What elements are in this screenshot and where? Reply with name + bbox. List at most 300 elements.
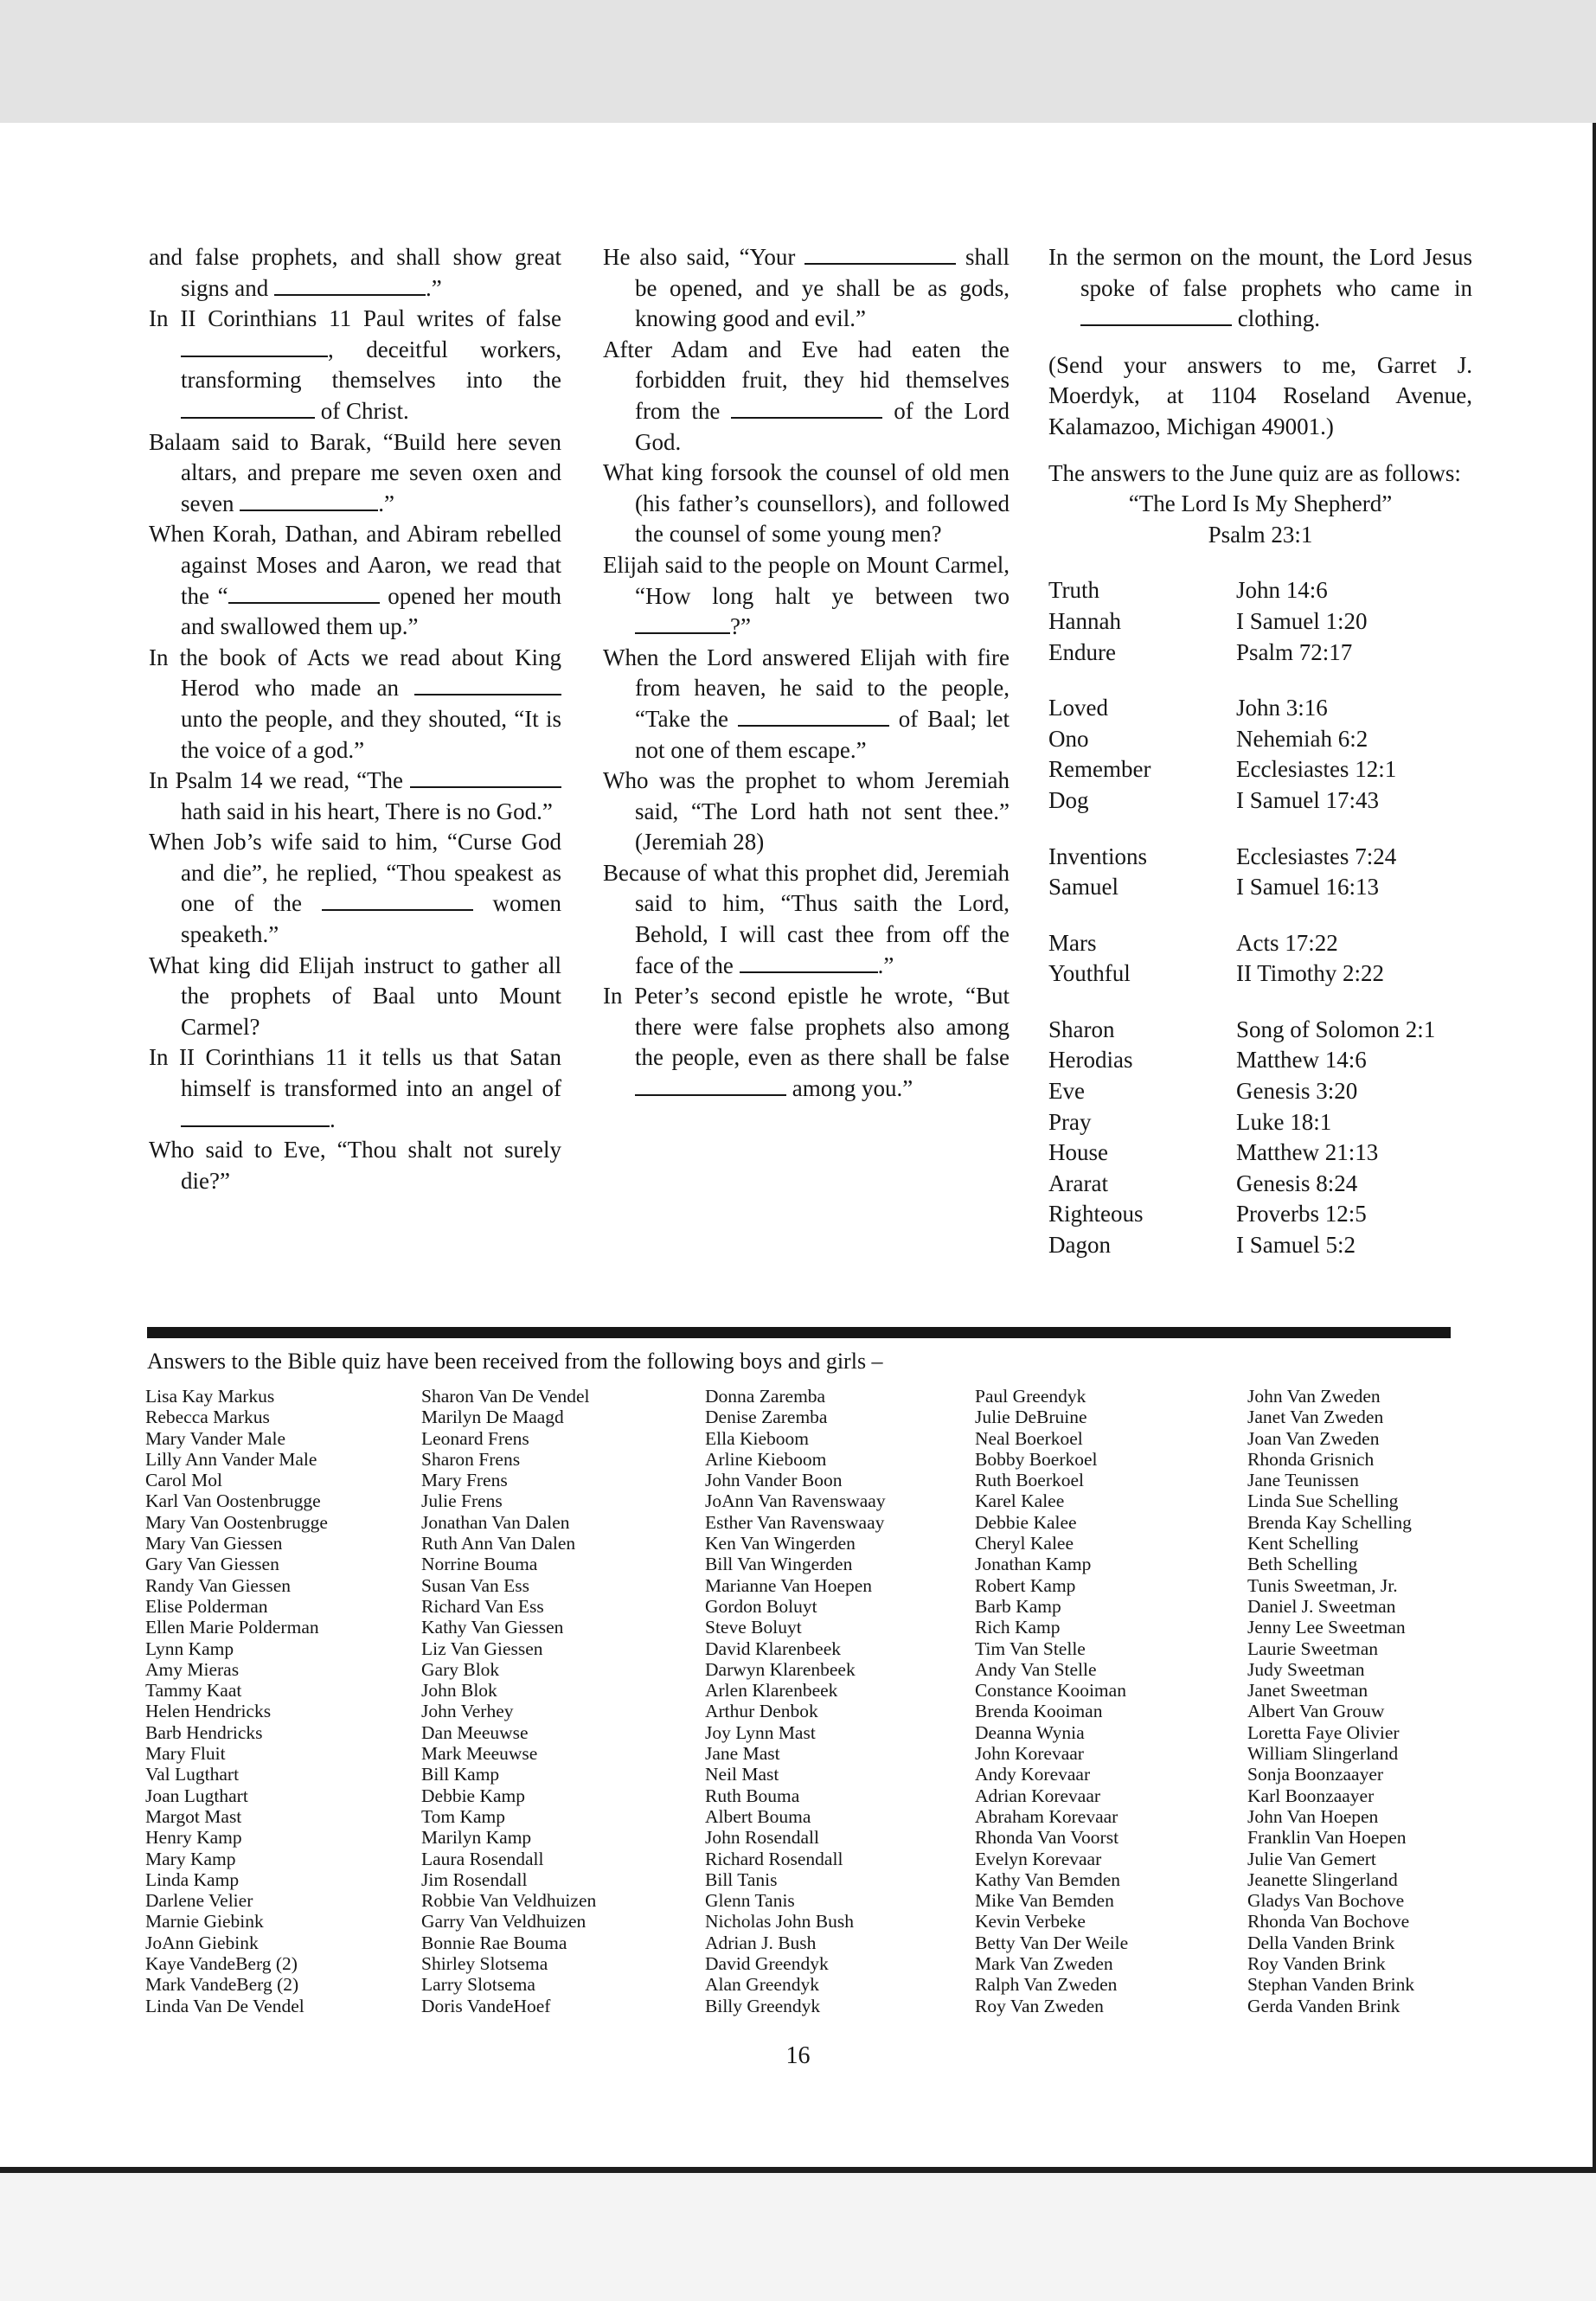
quiz-question bbox=[603, 458, 1010, 550]
respondent-name: Gordon Boluyt bbox=[705, 1595, 817, 1617]
respondent-name: Judy Sweetman bbox=[1247, 1658, 1365, 1680]
respondent-name: Janet Sweetman bbox=[1247, 1680, 1368, 1702]
answer-blank bbox=[322, 892, 473, 911]
respondent-name: John Vander Boon bbox=[705, 1470, 843, 1491]
quiz-column-3 bbox=[1048, 242, 1472, 1261]
respondent-name: Donna Zaremba bbox=[705, 1386, 826, 1407]
answer-row bbox=[1048, 928, 1472, 959]
question-text: shall be opened, and ye shall be as gods, knowing good and evil.” bbox=[635, 244, 1010, 332]
answer-word: Righteous bbox=[1048, 1201, 1144, 1227]
answer-table bbox=[1048, 575, 1472, 1260]
respondent-name: Barb Hendricks bbox=[145, 1721, 263, 1743]
names-column-2 bbox=[421, 1386, 596, 2016]
respondent-name: Karl Van Oostenbrugge bbox=[145, 1490, 321, 1512]
answer-blank bbox=[181, 1108, 330, 1127]
answer-word: Ono bbox=[1048, 725, 1089, 752]
names-column-4 bbox=[975, 1386, 1128, 2016]
answer-row bbox=[1048, 1045, 1472, 1076]
respondent-name: Shirley Slotsema bbox=[421, 1953, 548, 1975]
respondent-name: Sharon Van De Vendel bbox=[421, 1386, 590, 1407]
respondent-name: Elise Polderman bbox=[145, 1595, 268, 1617]
answer-word: Pray bbox=[1048, 1108, 1092, 1135]
respondent-name: Richard Van Ess bbox=[421, 1595, 544, 1617]
respondent-name: Laura Rosendall bbox=[421, 1848, 544, 1869]
respondent-name: Jenny Lee Sweetman bbox=[1247, 1617, 1406, 1638]
respondent-name: Julie Van Gemert bbox=[1247, 1848, 1376, 1869]
respondent-name: Neal Boerkoel bbox=[975, 1427, 1083, 1449]
respondent-name: Marilyn Kamp bbox=[421, 1827, 532, 1849]
quiz-question bbox=[603, 550, 1010, 643]
respondent-name: Ken Van Wingerden bbox=[705, 1533, 856, 1554]
respondent-name: David Greendyk bbox=[705, 1953, 829, 1975]
respondent-name: Tim Van Stelle bbox=[975, 1638, 1086, 1659]
question-text: Balaam said to Barak, “Build here seven altars, and prepare me seven oxen and seven bbox=[149, 428, 561, 516]
send-address: (Send your answers to me, Garret J. Moerdyk, at 1104 Roseland Avenue, Kalamazoo, Michigan 49001.) bbox=[1048, 351, 1472, 439]
respondent-name: Linda Sue Schelling bbox=[1247, 1490, 1399, 1512]
respondent-name: Amy Mieras bbox=[145, 1658, 240, 1680]
respondent-name: Sonja Boonzaayer bbox=[1247, 1764, 1384, 1785]
answer-row bbox=[1048, 693, 1472, 724]
question-text: In the book of Acts we read about King Herod who made an bbox=[149, 644, 561, 702]
respondent-name: John Van Zweden bbox=[1247, 1386, 1381, 1407]
respondent-name: Richard Rosendall bbox=[705, 1848, 843, 1869]
respondent-name: Bill Kamp bbox=[421, 1764, 500, 1785]
respondent-name: Rhonda Van Voorst bbox=[975, 1827, 1119, 1849]
respondent-name: Margot Mast bbox=[145, 1805, 242, 1827]
answers-intro: The answers to the June quiz are as follows: bbox=[1048, 459, 1461, 486]
respondent-name: Mary Van Giessen bbox=[145, 1533, 283, 1554]
quiz-question bbox=[603, 981, 1010, 1104]
respondent-name: Bill Van Wingerden bbox=[705, 1554, 853, 1575]
respondent-name: Albert Bouma bbox=[705, 1805, 811, 1827]
page-number: 16 bbox=[785, 2042, 811, 2069]
answer-word: House bbox=[1048, 1139, 1108, 1166]
respondent-name: Andy Van Stelle bbox=[975, 1658, 1097, 1680]
question-text: When Korah, Dathan, and Abiram rebelled against Moses and Aaron, we read that the “ bbox=[149, 521, 561, 609]
respondent-name: Alan Greendyk bbox=[705, 1974, 819, 1996]
question-text: Who said to Eve, “Thou shalt not surely die?” bbox=[149, 1137, 561, 1194]
respondent-name: John Rosendall bbox=[705, 1827, 819, 1849]
respondent-name: Andy Korevaar bbox=[975, 1764, 1091, 1785]
respondent-name: Ellen Marie Polderman bbox=[145, 1617, 319, 1638]
answer-scripture-reference: Matthew 21:13 bbox=[1236, 1139, 1379, 1166]
respondent-name: Norrine Bouma bbox=[421, 1554, 538, 1575]
answer-scripture-reference: John 3:16 bbox=[1236, 695, 1328, 721]
answer-word: Inventions bbox=[1048, 843, 1147, 869]
question-text: What king did Elijah instruct to gather all the prophets of Baal unto Mount Carmel? bbox=[149, 952, 561, 1040]
respondent-name: Evelyn Korevaar bbox=[975, 1848, 1102, 1869]
respondent-name: Tunis Sweetman, Jr. bbox=[1247, 1574, 1398, 1596]
names-column-3 bbox=[705, 1386, 886, 2016]
respondent-name: Roy Vanden Brink bbox=[1247, 1953, 1386, 1975]
respondent-name: Debbie Kalee bbox=[975, 1511, 1077, 1533]
scan-bottom-margin bbox=[0, 2173, 1596, 2301]
answer-row bbox=[1048, 1199, 1472, 1230]
answer-blank bbox=[181, 338, 328, 357]
respondent-name: Jane Mast bbox=[705, 1743, 780, 1765]
question-text: After Adam and Eve had eaten the forbidden fruit, they hid themselves from the bbox=[603, 336, 1010, 424]
answer-blank bbox=[274, 277, 426, 296]
respondent-name: Laurie Sweetman bbox=[1247, 1638, 1379, 1659]
respondent-name: Bill Tanis bbox=[705, 1868, 778, 1890]
answer-row bbox=[1048, 724, 1472, 755]
answer-scripture-reference: I Samuel 16:13 bbox=[1236, 874, 1379, 901]
question-text: .” bbox=[426, 274, 442, 301]
answer-blank bbox=[635, 615, 730, 634]
respondent-name: Julie Frens bbox=[421, 1490, 503, 1512]
question-text: ?” bbox=[730, 613, 751, 640]
respondent-name: Adrian Korevaar bbox=[975, 1785, 1101, 1806]
respondent-name: Linda Van De Vendel bbox=[145, 1995, 304, 2016]
answer-group-gap bbox=[1048, 990, 1472, 1015]
respondent-name: Carol Mol bbox=[145, 1470, 222, 1491]
answer-word: Loved bbox=[1048, 695, 1108, 721]
quiz-question bbox=[149, 304, 561, 426]
question-text: hath said in his heart, There is no God.” bbox=[181, 798, 553, 824]
answer-blank bbox=[228, 585, 380, 604]
answer-row bbox=[1048, 638, 1472, 669]
answer-scripture-reference: I Samuel 5:2 bbox=[1236, 1232, 1356, 1259]
answer-scripture-reference: I Samuel 17:43 bbox=[1236, 786, 1379, 813]
respondent-name: Karl Boonzaayer bbox=[1247, 1785, 1375, 1806]
respondent-name: Mary Frens bbox=[421, 1470, 508, 1491]
question-text: He also said, “Your bbox=[603, 244, 805, 270]
scan-bottom-edge bbox=[0, 2167, 1596, 2173]
answer-group-gap bbox=[1048, 668, 1472, 693]
answer-scripture-reference: Ecclesiastes 7:24 bbox=[1236, 843, 1397, 869]
answer-blank bbox=[240, 492, 378, 511]
respondent-name: Mark Meeuwse bbox=[421, 1743, 538, 1765]
respondent-name: Lilly Ann Vander Male bbox=[145, 1448, 317, 1470]
respondent-name: Kathy Van Giessen bbox=[421, 1617, 564, 1638]
scan-right-edge bbox=[1593, 123, 1596, 2173]
respondent-name: Kent Schelling bbox=[1247, 1533, 1359, 1554]
answer-row bbox=[1048, 842, 1472, 873]
respondent-name: Constance Kooiman bbox=[975, 1680, 1126, 1702]
answer-row bbox=[1048, 958, 1472, 990]
respondent-name: Tom Kamp bbox=[421, 1805, 506, 1827]
quiz-question bbox=[149, 766, 561, 827]
answer-scripture-reference: Song of Solomon 2:1 bbox=[1236, 1016, 1436, 1042]
respondent-name: Billy Greendyk bbox=[705, 1995, 821, 2016]
answer-group-gap bbox=[1048, 903, 1472, 928]
respondent-name: Ruth Ann Van Dalen bbox=[421, 1533, 576, 1554]
answer-blank bbox=[414, 676, 561, 695]
question-text: Because of what this prophet did, Jeremiah said to him, “Thus saith the Lord, Behold, I will cast thee from off the face of the bbox=[603, 859, 1010, 978]
respondent-name: Rebecca Markus bbox=[145, 1407, 270, 1428]
question-text: among you.” bbox=[786, 1075, 913, 1102]
respondent-name: Loretta Faye Olivier bbox=[1247, 1721, 1400, 1743]
respondent-name: Ella Kieboom bbox=[705, 1427, 810, 1449]
question-text: .” bbox=[378, 490, 394, 516]
answer-scripture-reference: John 14:6 bbox=[1236, 577, 1328, 604]
quiz-question bbox=[149, 1042, 561, 1135]
respondent-name: Gerda Vanden Brink bbox=[1247, 1995, 1401, 2016]
respondent-name: Sharon Frens bbox=[421, 1448, 521, 1470]
scan-top-margin bbox=[0, 0, 1596, 123]
respondent-name: Mary Van Oostenbrugge bbox=[145, 1511, 328, 1533]
answer-row bbox=[1048, 606, 1472, 638]
question-text: In II Corinthians 11 Paul writes of false bbox=[149, 305, 561, 332]
respondent-name: Arthur Denbok bbox=[705, 1701, 818, 1722]
answer-scripture-reference: Matthew 14:6 bbox=[1236, 1047, 1367, 1074]
respondent-name: Joan Lugthart bbox=[145, 1785, 248, 1806]
respondent-name: Brenda Kay Schelling bbox=[1247, 1511, 1412, 1533]
respondent-name: Mary Vander Male bbox=[145, 1427, 285, 1449]
respondent-name: Barb Kamp bbox=[975, 1595, 1061, 1617]
respondent-name: Julie DeBruine bbox=[975, 1407, 1087, 1428]
question-text: clothing. bbox=[1232, 305, 1320, 332]
respondent-name: Joan Van Zweden bbox=[1247, 1427, 1380, 1449]
respondent-name: Jane Teunissen bbox=[1247, 1470, 1359, 1491]
answer-row bbox=[1048, 1230, 1472, 1261]
answer-scripture-reference: Psalm 72:17 bbox=[1236, 638, 1353, 665]
answer-row bbox=[1048, 1169, 1472, 1200]
answer-scripture-reference: Genesis 3:20 bbox=[1236, 1078, 1358, 1105]
respondent-name: Albert Van Grouw bbox=[1247, 1701, 1385, 1722]
respondent-name: Abraham Korevaar bbox=[975, 1805, 1118, 1827]
respondent-name: JoAnn Van Ravenswaay bbox=[705, 1490, 886, 1512]
question-text: unto the people, and they shouted, “It is the voice of a god.” bbox=[181, 705, 561, 763]
respondent-name: Darwyn Klarenbeek bbox=[705, 1658, 856, 1680]
respondent-name: Esther Van Ravenswaay bbox=[705, 1511, 885, 1533]
respondent-name: Arline Kieboom bbox=[705, 1448, 827, 1470]
answer-scripture-reference: I Samuel 1:20 bbox=[1236, 607, 1368, 634]
respondent-name: Debbie Kamp bbox=[421, 1785, 526, 1806]
quiz-column-1 bbox=[149, 242, 561, 1196]
answer-word: Hannah bbox=[1048, 607, 1121, 634]
respondent-name: Mark Van Zweden bbox=[975, 1953, 1113, 1975]
quiz-question bbox=[603, 242, 1010, 335]
respondent-name: John Blok bbox=[421, 1680, 497, 1702]
respondent-name: Kathy Van Bemden bbox=[975, 1868, 1120, 1890]
answer-scripture-reference: Luke 18:1 bbox=[1236, 1108, 1332, 1135]
respondent-name: Susan Van Ess bbox=[421, 1574, 530, 1596]
respondent-name: Deanna Wynia bbox=[975, 1721, 1085, 1743]
respondent-name: Linda Kamp bbox=[145, 1868, 240, 1890]
answer-word: Dagon bbox=[1048, 1232, 1111, 1259]
question-text: When Job’s wife said to him, “Curse God and die”, he replied, “Thou speakest as one of the bbox=[149, 829, 561, 917]
answer-row bbox=[1048, 785, 1472, 817]
answer-blank bbox=[410, 769, 561, 788]
quiz-question bbox=[603, 858, 1010, 981]
respondent-name: Ruth Boerkoel bbox=[975, 1470, 1084, 1491]
respondent-name: Bonnie Rae Bouma bbox=[421, 1932, 567, 1953]
respondent-name: Marilyn De Maagd bbox=[421, 1407, 564, 1428]
respondent-name: Henry Kamp bbox=[145, 1827, 242, 1849]
answer-word: Youthful bbox=[1048, 960, 1131, 987]
respondent-name: Dan Meeuwse bbox=[421, 1721, 529, 1743]
answer-row bbox=[1048, 1076, 1472, 1107]
answer-word: Mars bbox=[1048, 929, 1097, 956]
respondent-name: Mary Fluit bbox=[145, 1743, 226, 1765]
respondent-name: Gladys Van Bochove bbox=[1247, 1890, 1405, 1912]
respondent-name: Adrian J. Bush bbox=[705, 1932, 817, 1953]
answer-word: Ararat bbox=[1048, 1170, 1108, 1196]
answer-scripture-reference: Genesis 8:24 bbox=[1236, 1170, 1358, 1196]
answer-blank bbox=[804, 246, 956, 265]
names-column-1 bbox=[145, 1386, 328, 2016]
answer-scripture-reference: II Timothy 2:22 bbox=[1236, 960, 1385, 987]
question-text: women speaketh.” bbox=[181, 890, 561, 948]
respondent-name: Tammy Kaat bbox=[145, 1680, 242, 1702]
answer-blank bbox=[731, 400, 882, 419]
answer-word: Remember bbox=[1048, 756, 1151, 783]
respondent-name: Jeanette Slingerland bbox=[1247, 1868, 1398, 1890]
answer-row bbox=[1048, 872, 1472, 903]
section-divider bbox=[147, 1327, 1451, 1338]
respondent-name: Lynn Kamp bbox=[145, 1638, 234, 1659]
respondent-name: John Korevaar bbox=[975, 1743, 1084, 1765]
names-column-5 bbox=[1247, 1386, 1414, 2016]
respondent-name: Roy Van Zweden bbox=[975, 1995, 1104, 2016]
respondent-name: Liz Van Giessen bbox=[421, 1638, 543, 1659]
respondent-name: Mark VandeBerg (2) bbox=[145, 1974, 299, 1996]
quiz-question bbox=[603, 335, 1010, 458]
question-text: and false prophets, and shall show great signs and bbox=[149, 244, 561, 301]
respondent-name: Ruth Bouma bbox=[705, 1785, 800, 1806]
quiz-column-2 bbox=[603, 242, 1010, 1105]
question-text: opened her mouth and swallowed them up.” bbox=[181, 582, 561, 640]
quiz-question bbox=[149, 1135, 561, 1196]
respondent-name: Beth Schelling bbox=[1247, 1554, 1358, 1575]
respondent-name: Gary Blok bbox=[421, 1658, 500, 1680]
respondent-name: Stephan Vanden Brink bbox=[1247, 1974, 1415, 1996]
question-text: In Psalm 14 we read, “The bbox=[149, 767, 410, 794]
respondent-name: Helen Hendricks bbox=[145, 1701, 272, 1722]
respondent-name: Della Vanden Brink bbox=[1247, 1932, 1395, 1953]
answer-blank bbox=[738, 708, 889, 727]
respondent-name: Randy Van Giessen bbox=[145, 1574, 292, 1596]
question-text: Who was the prophet to whom Jeremiah said, “The Lord hath not sent thee.” (Jeremiah 28) bbox=[603, 767, 1010, 856]
answer-blank bbox=[635, 1077, 786, 1096]
respondent-name: Neil Mast bbox=[705, 1764, 779, 1785]
quiz-question bbox=[149, 827, 561, 950]
respondent-name: Val Lugthart bbox=[145, 1764, 240, 1785]
answer-reference: Psalm 23:1 bbox=[1208, 521, 1313, 548]
respondent-name: Kaye VandeBerg (2) bbox=[145, 1953, 298, 1975]
respondent-name: Kevin Verbeke bbox=[975, 1911, 1086, 1932]
quiz-question bbox=[149, 427, 561, 520]
respondent-name: Ralph Van Zweden bbox=[975, 1974, 1118, 1996]
answer-word: Dog bbox=[1048, 786, 1089, 813]
question-text: When the Lord answered Elijah with fire from heaven, he said to the people, “Take the bbox=[603, 644, 1010, 732]
question-text: In II Corinthians 11 it tells us that Satan himself is transformed into an angel of bbox=[149, 1044, 561, 1102]
question-text: What king forsook the counsel of old men (his father’s counsellors), and followed the counsel of some young men? bbox=[603, 459, 1010, 548]
answer-word: Truth bbox=[1048, 577, 1100, 604]
question-text: of the Lord God. bbox=[635, 397, 1010, 455]
question-text: of Christ. bbox=[315, 397, 409, 424]
respondent-name: William Slingerland bbox=[1247, 1743, 1399, 1765]
quiz-question bbox=[603, 766, 1010, 858]
respondent-name: Gary Van Giessen bbox=[145, 1554, 279, 1575]
answer-scripture-reference: Acts 17:22 bbox=[1236, 929, 1338, 956]
respondent-name: Daniel J. Sweetman bbox=[1247, 1595, 1396, 1617]
respondent-name: Denise Zaremba bbox=[705, 1407, 828, 1428]
answer-word: Herodias bbox=[1048, 1047, 1133, 1074]
respondent-name: Franklin Van Hoepen bbox=[1247, 1827, 1407, 1849]
respondent-name: Rich Kamp bbox=[975, 1617, 1061, 1638]
quiz-question bbox=[149, 643, 561, 766]
answer-row bbox=[1048, 1138, 1472, 1169]
respondent-name: John Van Hoepen bbox=[1247, 1805, 1379, 1827]
question-text: In Peter’s second epistle he wrote, “But there were false prophets also among the people, even as there shall be false bbox=[603, 983, 1010, 1071]
answer-row bbox=[1048, 754, 1472, 785]
respondent-name: John Verhey bbox=[421, 1701, 514, 1722]
respondent-name: Jonathan Kamp bbox=[975, 1554, 1092, 1575]
respondent-name: Lisa Kay Markus bbox=[145, 1386, 275, 1407]
respondent-name: Marnie Giebink bbox=[145, 1911, 264, 1932]
respondent-name: Robert Kamp bbox=[975, 1574, 1076, 1596]
answer-group-gap bbox=[1048, 817, 1472, 842]
respondent-name: Mary Kamp bbox=[145, 1848, 236, 1869]
answer-scripture-reference: Nehemiah 6:2 bbox=[1236, 725, 1368, 752]
question-text: .” bbox=[877, 952, 894, 978]
respondent-name: Rhonda Van Bochove bbox=[1247, 1911, 1410, 1932]
quiz-question bbox=[603, 643, 1010, 766]
answer-blank bbox=[181, 400, 315, 419]
question-text: In the sermon on the mount, the Lord Jesus spoke of false prophets who came in bbox=[1048, 244, 1472, 301]
question-text: , deceitful workers, transforming themselves into the bbox=[181, 336, 561, 394]
quiz-question bbox=[149, 242, 561, 304]
respondent-name: Leonard Frens bbox=[421, 1427, 529, 1449]
respondent-name: David Klarenbeek bbox=[705, 1638, 841, 1659]
respondent-name: JoAnn Giebink bbox=[145, 1932, 259, 1953]
respondent-name: Paul Greendyk bbox=[975, 1386, 1086, 1407]
answer-scripture-reference: Ecclesiastes 12:1 bbox=[1236, 756, 1397, 783]
question-text: . bbox=[330, 1106, 336, 1132]
quiz-question bbox=[149, 951, 561, 1043]
answer-word: Endure bbox=[1048, 638, 1116, 665]
names-intro: Answers to the Bible quiz have been received from the following boys and girls – bbox=[147, 1349, 883, 1374]
respondent-name: Mike Van Bemden bbox=[975, 1890, 1114, 1912]
respondent-name: Betty Van Der Weile bbox=[975, 1932, 1129, 1953]
respondent-name: Marianne Van Hoepen bbox=[705, 1574, 873, 1596]
respondent-name: Larry Slotsema bbox=[421, 1974, 535, 1996]
respondent-name: Nicholas John Bush bbox=[705, 1911, 854, 1932]
respondent-name: Joy Lynn Mast bbox=[705, 1721, 816, 1743]
respondent-name: Cheryl Kalee bbox=[975, 1533, 1074, 1554]
respondent-name: Steve Boluyt bbox=[705, 1617, 802, 1638]
answer-word: Sharon bbox=[1048, 1016, 1115, 1042]
respondent-name: Janet Van Zweden bbox=[1247, 1407, 1384, 1428]
answer-blank bbox=[1080, 307, 1232, 326]
respondent-name: Glenn Tanis bbox=[705, 1890, 795, 1912]
respondent-name: Karel Kalee bbox=[975, 1490, 1065, 1512]
respondent-name: Garry Van Veldhuizen bbox=[421, 1911, 586, 1932]
answer-scripture-reference: Proverbs 12:5 bbox=[1236, 1201, 1367, 1227]
respondent-name: Doris VandeHoef bbox=[421, 1995, 551, 2016]
respondent-name: Bobby Boerkoel bbox=[975, 1448, 1098, 1470]
respondent-name: Arlen Klarenbeek bbox=[705, 1680, 838, 1702]
question-text: Elijah said to the people on Mount Carmel, “How long halt ye between two bbox=[603, 551, 1010, 609]
sermon-question bbox=[1048, 242, 1472, 335]
respondent-name: Brenda Kooiman bbox=[975, 1701, 1103, 1722]
quiz-question bbox=[149, 519, 561, 642]
answer-row bbox=[1048, 1107, 1472, 1138]
answer-title: “The Lord Is My Shepherd” bbox=[1128, 490, 1393, 517]
respondent-name: Darlene Velier bbox=[145, 1890, 253, 1912]
answer-row bbox=[1048, 1015, 1472, 1046]
answer-word: Eve bbox=[1048, 1078, 1085, 1105]
respondent-name: Robbie Van Veldhuizen bbox=[421, 1890, 597, 1912]
answer-row bbox=[1048, 575, 1472, 606]
question-text: of Baal; let not one of them escape.” bbox=[635, 705, 1010, 763]
respondent-name: Jonathan Van Dalen bbox=[421, 1511, 570, 1533]
answer-blank bbox=[740, 954, 878, 973]
answer-word: Samuel bbox=[1048, 874, 1118, 901]
respondent-name: Rhonda Grisnich bbox=[1247, 1448, 1375, 1470]
